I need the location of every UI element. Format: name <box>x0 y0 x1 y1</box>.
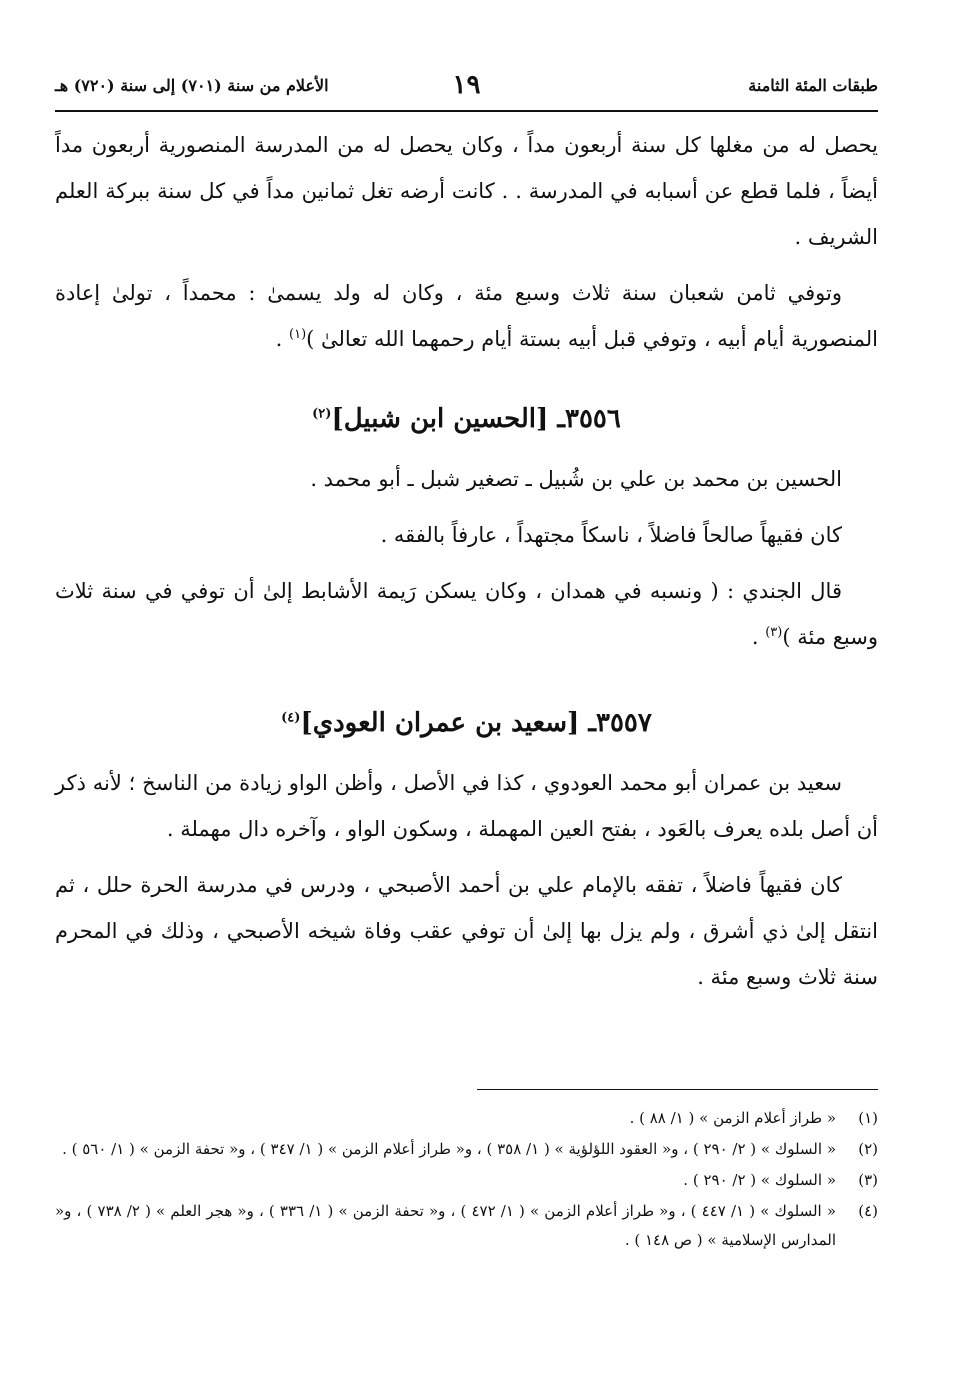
footnote-text: « طراز أعلام الزمن » ( ١/ ٨٨ ) . <box>629 1109 836 1127</box>
footnote-number: (٢) <box>858 1140 878 1158</box>
footnote <box>55 1104 878 1133</box>
entry-heading: ٣٥٥٧ـ [سعيد بن عمران العودي]$^{(٤)}$ <box>281 708 652 738</box>
footnote-number: (٣) <box>858 1171 878 1189</box>
header-divider <box>55 110 878 112</box>
footnote-ref[interactable]: (٤) <box>281 710 301 726</box>
paragraph: قال الجندي : ( ونسبه في همدان ، وكان يسكن رَيمة الأشابط إلىٰ أن توفي في سنة ثلاث وسبع مئة )$^{(٣)}$ . <box>55 579 878 649</box>
paragraph: سعيد بن عمران أبو محمد العودوي ، كذا في الأصل ، وأظن الواو زيادة من الناسخ ؛ لأنه ذكر أن أصل بلده يعرف بالعَود ، بفتح العين المهملة ، وسكون الواو ، وآخره دال مهملة . <box>55 771 878 841</box>
footnote-text: « السلوك » ( ٢/ ٢٩٠ ) . <box>683 1171 836 1189</box>
footnote-ref[interactable]: (٣) <box>765 625 783 640</box>
footnote-text: « السلوك » ( ١/ ٤٤٧ ) ، و« طراز أعلام الزمن » ( ١/ ٤٧٢ ) ، و« تحفة الزمن » ( ١/ ٣٣٦ ) ، و« هجر العلم » ( ٢/ ٧٣٨ ) ، و« المدارس الإسلامية » ( ص ١٤٨ ) . <box>55 1202 836 1249</box>
main-text <box>55 122 878 1010</box>
paragraph: الحسين بن محمد بن علي بن شُبيل ـ تصغير شبل ـ أبو محمد . <box>310 467 842 491</box>
footnote-text: « السلوك » ( ٢/ ٢٩٠ ) ، و« العقود اللؤلؤية » ( ١/ ٣٥٨ ) ، و« طراز أعلام الزمن » ( ١/ ٣٤٧ ) ، و« تحفة الزمن » ( ١/ ٥٦٠ ) . <box>62 1140 836 1158</box>
entry-heading: ٣٥٥٦ـ [الحسين ابن شبيل]$^{(٢)}$ <box>312 404 621 434</box>
paragraph: وتوفي ثامن شعبان سنة ثلاث وسبع مئة ، وكان له ولد يسمىٰ : محمداً ، تولىٰ إعادة المنصورية أيام أبيه ، وتوفي قبل أبيه بستة أيام رحمهما الله تعالىٰ )$^{(١)}$ . <box>55 281 878 351</box>
header-section-title: الأعلام من سنة (٧٠١) إلى سنة (٧٢٠) هـ <box>55 76 329 95</box>
page-header <box>55 70 878 110</box>
footnote-ref[interactable]: (٢) <box>312 406 332 422</box>
paragraph: يحصل له من مغلها كل سنة أربعون مداً ، وكان يحصل له من المدرسة المنصورية أربعون مداً أيضاً ، فلما قطع عن أسبابه في المدرسة . . كانت أرضه تغل ثمانين مداً في كل سنة ببركة العلم الشريف . <box>55 133 878 249</box>
footnote <box>55 1135 878 1164</box>
footnotes <box>55 1104 878 1257</box>
footnote-ref[interactable]: (١) <box>289 327 307 342</box>
header-book-title: طبقات المئة الثامنة <box>748 76 878 95</box>
footnote <box>55 1197 878 1255</box>
footnote-divider <box>477 1089 878 1090</box>
page-number: ١٩ <box>452 70 481 100</box>
footnote-number: (٤) <box>858 1202 878 1220</box>
footnote-number: (١) <box>858 1109 878 1127</box>
paragraph: كان فقيهاً صالحاً فاضلاً ، ناسكاً مجتهداً ، عارفاً بالفقه . <box>380 523 842 547</box>
footnote <box>55 1166 878 1195</box>
paragraph: كان فقيهاً فاضلاً ، تفقه بالإمام علي بن أحمد الأصبحي ، ودرس في مدرسة الحرة حلل ، ثم انتقل إلىٰ ذي أشرق ، ولم يزل بها إلىٰ أن توفي عقب وفاة شيخه الأصبحي ، وذلك في المحرم سنة ثلاث وسبع مئة . <box>55 873 878 989</box>
